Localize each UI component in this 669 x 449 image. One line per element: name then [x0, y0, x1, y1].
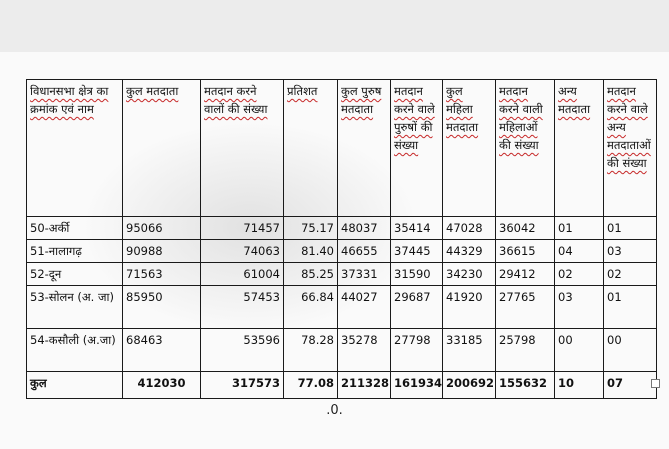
cell-constituency: 53-सोलन (अ. जा)	[27, 286, 123, 329]
cell-total-female: 47028	[443, 217, 496, 240]
cell-other-voted: 02	[604, 263, 657, 286]
cell-constituency: 52-दून	[27, 263, 123, 286]
cell-percent: 85.25	[284, 263, 338, 286]
cell-male-voted: 31590	[391, 263, 443, 286]
table-row	[27, 217, 657, 240]
cell-votes-cast: 74063	[201, 240, 284, 263]
cell-constituency: 50-अर्की	[27, 217, 123, 240]
header-female-voted: मतदान करने वाली महिलाओं की संख्या	[496, 80, 555, 217]
cell-total-female: 44329	[443, 240, 496, 263]
header-total-female: कुल महिला मतदाता	[443, 80, 496, 217]
cell-percent: 77.08	[284, 372, 338, 399]
cell-male-voted: 161934	[391, 372, 443, 399]
cell-total-male: 48037	[338, 217, 391, 240]
table-total-row	[27, 372, 657, 399]
table-corner-handle[interactable]	[651, 379, 660, 388]
cell-percent: 66.84	[284, 286, 338, 329]
header-constituency: विधानसभा क्षेत्र का क्रमांक एवं नाम	[27, 80, 123, 217]
cell-total-label: कुल	[27, 372, 123, 399]
cell-total-voters: 68463	[123, 329, 201, 372]
cell-other-voters: 10	[555, 372, 604, 399]
cell-other-voted: 01	[604, 286, 657, 329]
cell-female-voted: 29412	[496, 263, 555, 286]
cell-other-voters: 02	[555, 263, 604, 286]
cell-female-voted: 36615	[496, 240, 555, 263]
cell-male-voted: 29687	[391, 286, 443, 329]
voter-turnout-table	[26, 79, 657, 399]
cell-male-voted: 35414	[391, 217, 443, 240]
cell-total-male: 46655	[338, 240, 391, 263]
cell-total-male: 37331	[338, 263, 391, 286]
cell-total-voters: 90988	[123, 240, 201, 263]
cell-other-voters: 00	[555, 329, 604, 372]
cell-total-voters: 71563	[123, 263, 201, 286]
cell-total-female: 41920	[443, 286, 496, 329]
cell-female-voted: 25798	[496, 329, 555, 372]
cell-total-male: 44027	[338, 286, 391, 329]
viewer-top-bar	[0, 0, 669, 52]
cell-percent: 78.28	[284, 329, 338, 372]
table-row	[27, 263, 657, 286]
cell-votes-cast: 57453	[201, 286, 284, 329]
cell-other-voters: 03	[555, 286, 604, 329]
header-percent: प्रतिशत	[284, 80, 338, 217]
cell-percent: 81.40	[284, 240, 338, 263]
cell-total-voters: 412030	[123, 372, 201, 399]
cell-other-voters: 01	[555, 217, 604, 240]
cell-other-voters: 04	[555, 240, 604, 263]
cell-constituency: 54-कसौली (अ.जा)	[27, 329, 123, 372]
cell-votes-cast: 53596	[201, 329, 284, 372]
cell-votes-cast: 61004	[201, 263, 284, 286]
cell-percent: 75.17	[284, 217, 338, 240]
table-row	[27, 329, 657, 372]
cell-other-voted: 01	[604, 217, 657, 240]
cell-total-female: 34230	[443, 263, 496, 286]
cell-total-female: 33185	[443, 329, 496, 372]
cell-other-voted: 07	[604, 372, 657, 399]
cell-total-male: 211328	[338, 372, 391, 399]
cell-female-voted: 36042	[496, 217, 555, 240]
cell-male-voted: 37445	[391, 240, 443, 263]
header-other-voters: अन्य मतदाता	[555, 80, 604, 217]
cell-female-voted: 27765	[496, 286, 555, 329]
cell-total-voters: 85950	[123, 286, 201, 329]
page-number: .0.	[326, 403, 343, 418]
header-other-voted: मतदान करने वाले अन्य मतदाताओं की संख्या	[604, 80, 657, 217]
table-header-row	[27, 80, 657, 217]
cell-female-voted: 155632	[496, 372, 555, 399]
cell-total-female: 200692	[443, 372, 496, 399]
header-votes-cast: मतदान करने वालों की संख्या	[201, 80, 284, 217]
header-male-voted: मतदान करने वाले पुरुषों की संख्या	[391, 80, 443, 217]
header-total-voters: कुल मतदाता	[123, 80, 201, 217]
cell-total-voters: 95066	[123, 217, 201, 240]
table-row	[27, 240, 657, 263]
cell-votes-cast: 71457	[201, 217, 284, 240]
cell-other-voted: 03	[604, 240, 657, 263]
cell-constituency: 51-नालागढ़	[27, 240, 123, 263]
table-row	[27, 286, 657, 329]
cell-male-voted: 27798	[391, 329, 443, 372]
cell-total-male: 35278	[338, 329, 391, 372]
cell-votes-cast: 317573	[201, 372, 284, 399]
header-total-male: कुल पुरुष मतदाता	[338, 80, 391, 217]
cell-other-voted: 00	[604, 329, 657, 372]
